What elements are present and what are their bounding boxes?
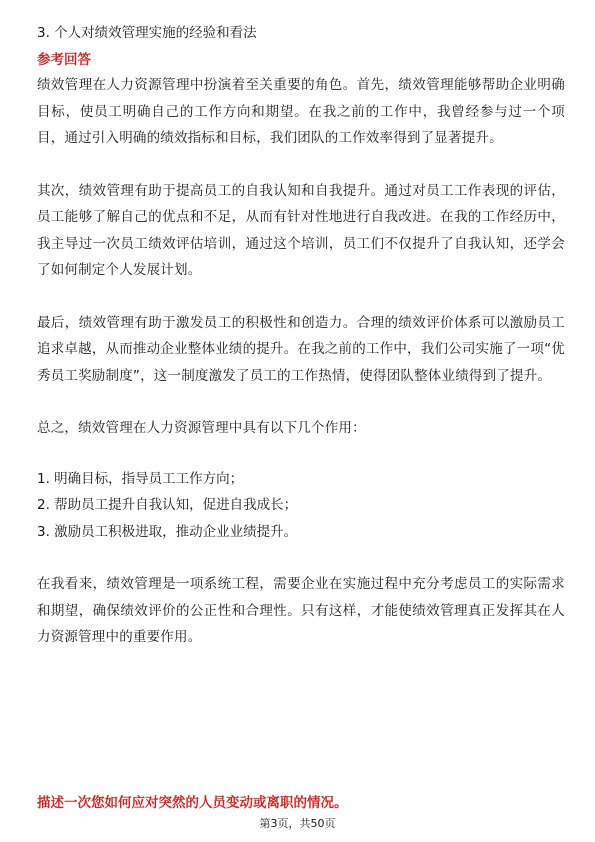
paragraph-1: 绩效管理在人力资源管理中扮演着至关重要的角色。首先，绩效管理能够帮助企业明确目标，使员工明确自己的工作方向和期望。在我之前的工作中，我曾经参与过一个项目，通过引入明确的绩效指标和目标，我们团队的工作效率得到了显著提升。 bbox=[37, 77, 565, 146]
page-content bbox=[37, 23, 565, 651]
spacer bbox=[37, 442, 565, 466]
spacer bbox=[37, 545, 565, 571]
spacer bbox=[37, 284, 565, 310]
summary-list bbox=[37, 466, 565, 546]
conclusion-paragraph: 在我看来，绩效管理是一项系统工程，需要企业在实施过程中充分考虑员工的实际需求和期望，确保绩效评价的公正性和合理性。只有这样，才能使绩效管理真正发挥其在人力资源管理中的重要作用。 bbox=[37, 576, 565, 645]
next-question-title: 描述一次您如何应对突然的人员变动或离职的情况。 bbox=[37, 795, 348, 811]
paragraph-4: 总之，绩效管理在人力资源管理中具有以下几个作用： bbox=[37, 420, 366, 436]
spacer bbox=[37, 152, 565, 178]
paragraph-3: 最后，绩效管理有助于激发员工的积极性和创造力。合理的绩效评价体系可以激励员工追求卓越，从而推动企业整体业绩的提升。在我之前的工作中，我们公司实施了一项“优秀员工奖励制度”，这一制度激发了员工的工作热情，使得团队整体业绩得到了提升。 bbox=[37, 314, 565, 384]
list-item: 2. 帮助员工提升自我认知，促进自我成长； bbox=[37, 497, 298, 513]
paragraph-2: 其次，绩效管理有助于提高员工的自我认知和自我提升。通过对员工工作表现的评估，员工能够了解自己的优点和不足，从而有针对性地进行自我改进。在我的工作经历中，我主导过一次员工绩效评估培训，通过这个培训，员工们不仅提升了自我认知，还学会了如何制定个人发展计划。 bbox=[37, 182, 565, 278]
answer-label: 参考回答 bbox=[37, 52, 91, 68]
page-footer: 第3页，共50页 bbox=[259, 817, 336, 830]
list-item: 1. 明确目标，指导员工工作方向； bbox=[37, 470, 244, 487]
spacer bbox=[37, 389, 565, 415]
list-item: 3. 激励员工积极进取，推动企业业绩提升。 bbox=[37, 523, 298, 540]
question-title: 3. 个人对绩效管理实施的经验和看法 bbox=[37, 25, 257, 41]
